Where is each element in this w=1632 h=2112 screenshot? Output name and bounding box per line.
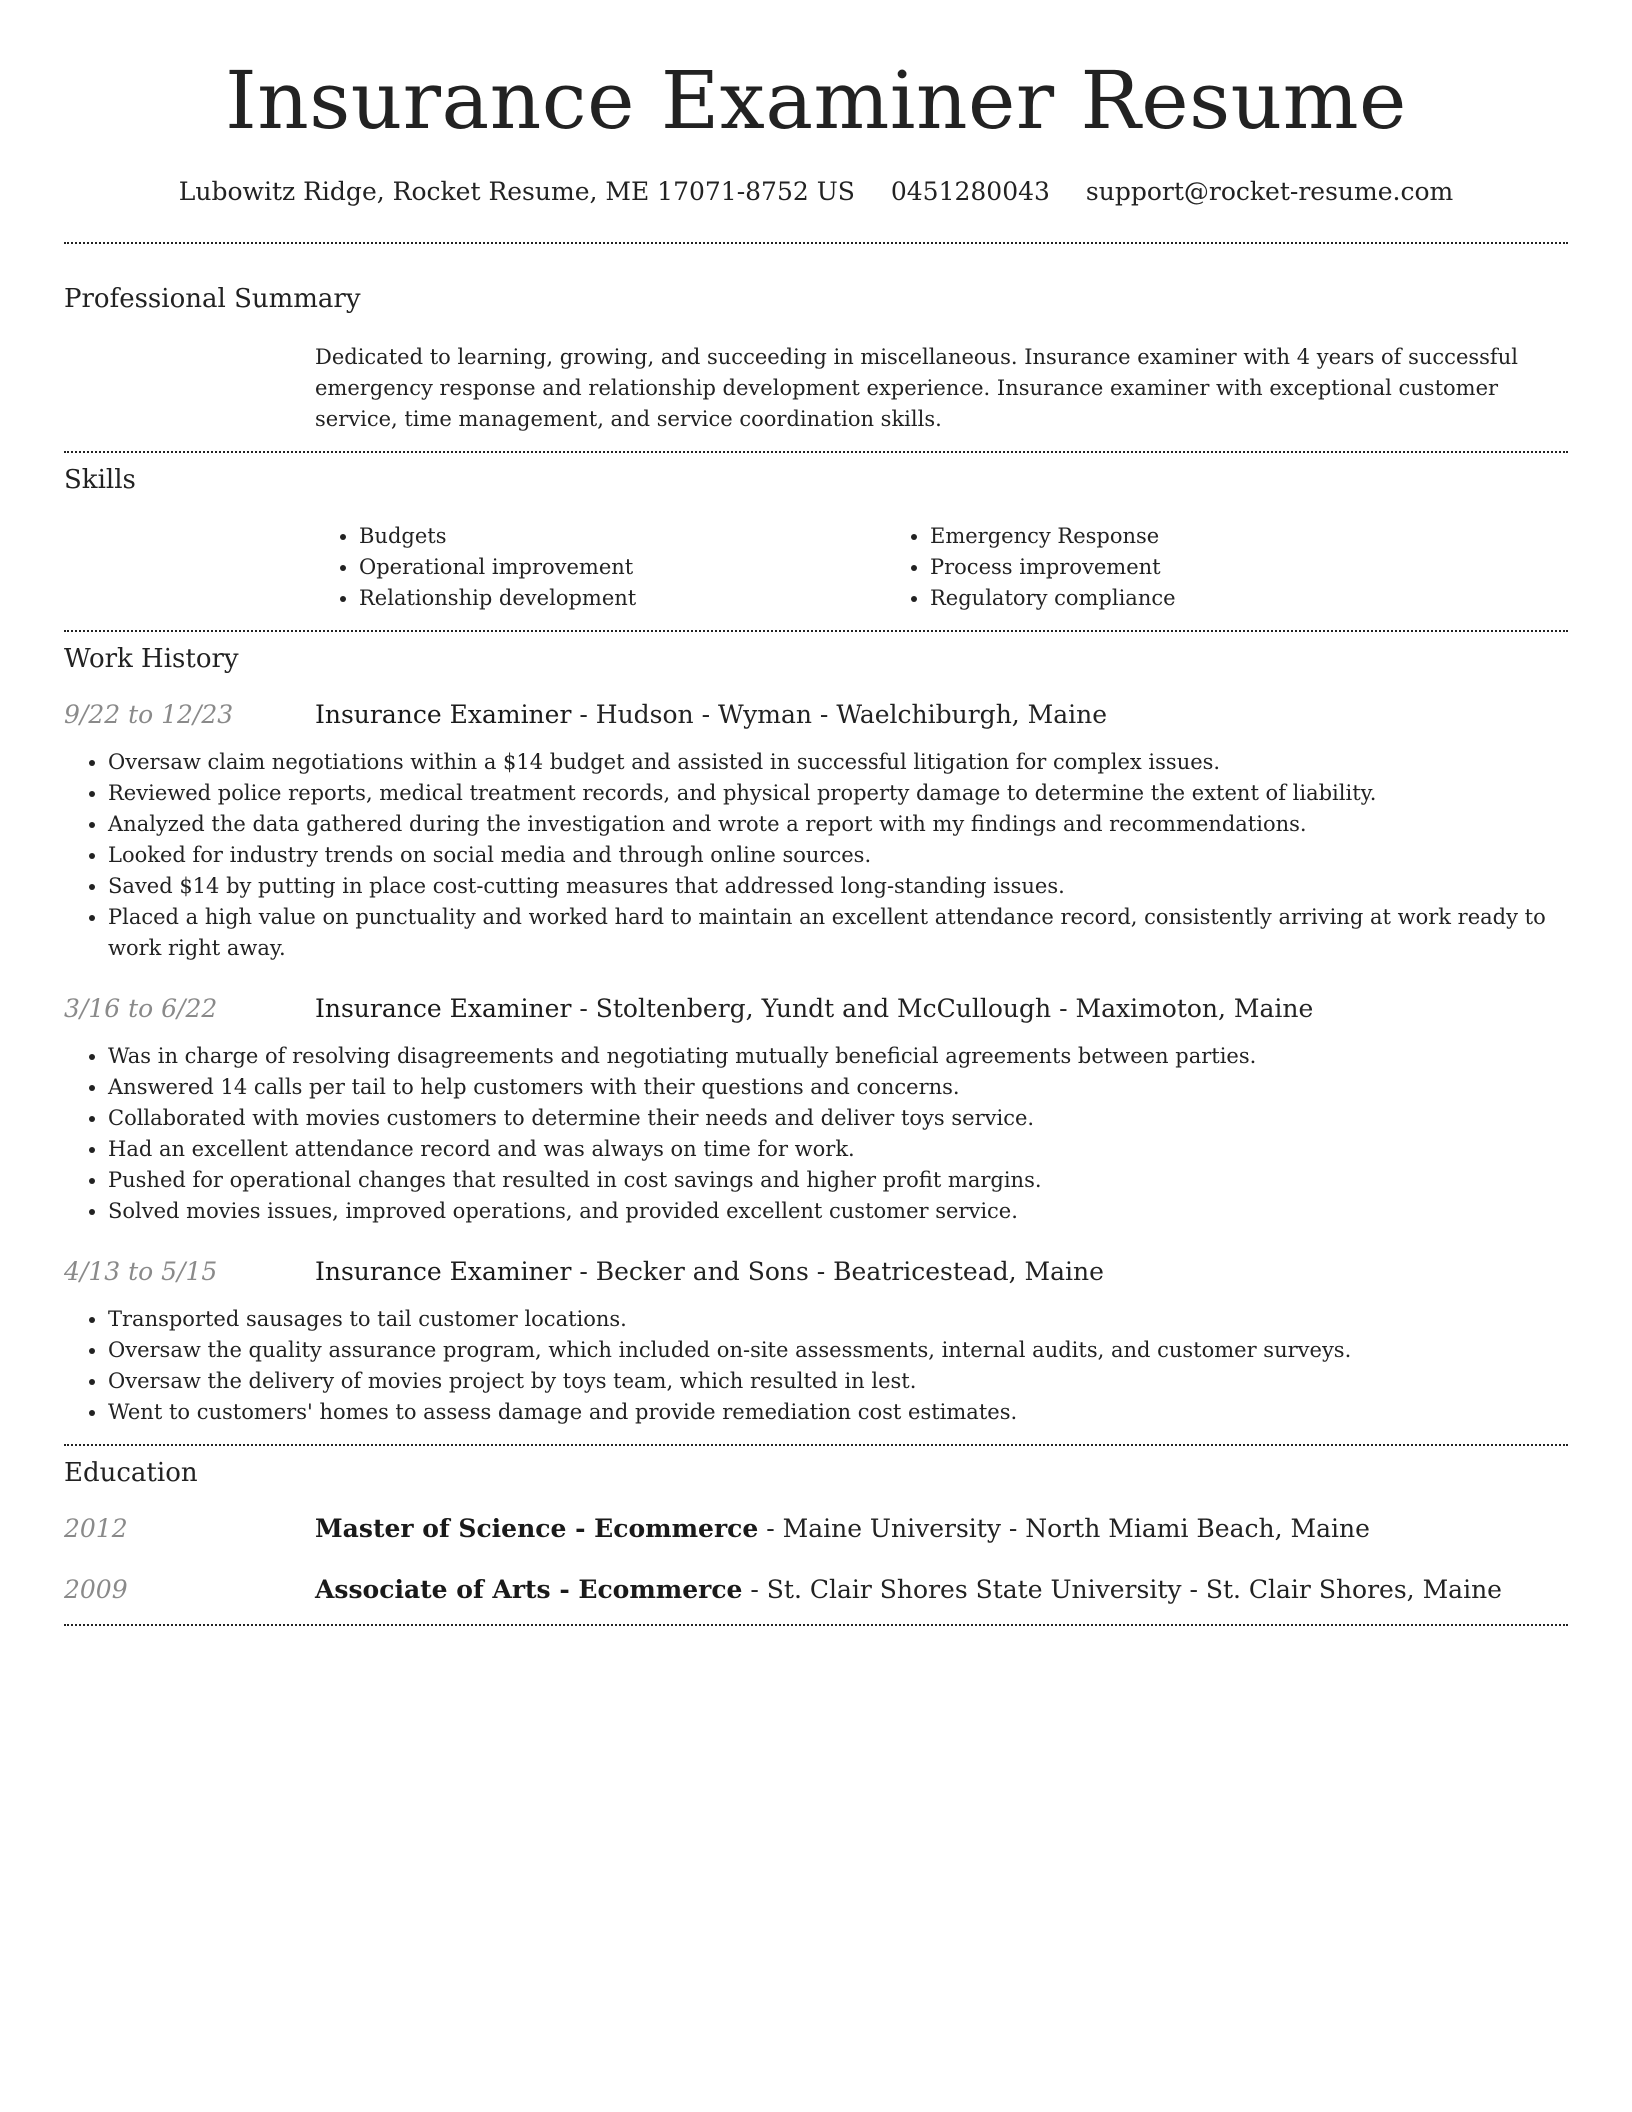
education-school: - St. Clair Shores State University - St. Clair Shores, Maine <box>742 1575 1502 1604</box>
job-employer: - Hudson - Wyman - Waelchiburgh, Maine <box>571 700 1108 729</box>
job-entry <box>64 1257 1568 1428</box>
summary-text: Dedicated to learning, growing, and succeeding in miscellaneous. Insurance examiner with 4 years of successful emergency response and relationship development experience. Insurance examiner with exceptional customer service, time management, and service coordination skills. <box>315 345 1518 431</box>
education-title <box>315 1575 1502 1604</box>
divider <box>64 242 1568 244</box>
skill-item: • Regulatory compliance <box>930 583 1176 614</box>
job-dates: 9/22 to 12/23 <box>64 700 234 729</box>
job-title <box>315 994 1313 1023</box>
job-role: Insurance Examiner <box>315 1257 572 1286</box>
address: Lubowitz Ridge, Rocket Resume, ME 17071-8752 US <box>178 177 855 206</box>
job-dates: 4/13 to 5/15 <box>64 1257 218 1286</box>
job-role: Insurance Examiner <box>315 994 572 1023</box>
job-bullet: • Looked for industry trends on social media and through online sources. <box>108 840 1568 871</box>
job-header <box>64 994 1568 1023</box>
job-bullet: • Oversaw the quality assurance program, which included on-site assessments, internal audits, and customer surveys. <box>108 1335 1568 1366</box>
education-degree: Associate of Arts - Ecommerce <box>315 1575 743 1604</box>
job-bullet: • Transported sausages to tail customer locations. <box>108 1304 1568 1335</box>
section-title-work: Work History <box>64 644 239 674</box>
job-header <box>64 1257 1568 1286</box>
education-school: - Maine University - North Miami Beach, Maine <box>758 1514 1370 1543</box>
divider <box>64 451 1568 453</box>
skill-item: • Operational improvement <box>359 552 930 583</box>
job-bullet: • Was in charge of resolving disagreements and negotiating mutually beneficial agreements between parties. <box>108 1041 1568 1072</box>
job-bullet: • Reviewed police reports, medical treatment records, and physical property damage to determine the extent of liability. <box>108 778 1568 809</box>
email: support@rocket-resume.com <box>1085 177 1454 206</box>
job-bullet: • Solved movies issues, improved operations, and provided excellent customer service. <box>108 1196 1568 1227</box>
skill-item: • Budgets <box>359 521 930 552</box>
job-role: Insurance Examiner <box>315 700 572 729</box>
job-bullet: • Went to customers' homes to assess damage and provide remediation cost estimates. <box>108 1397 1568 1428</box>
job-bullets <box>64 1304 1568 1428</box>
job-entry <box>64 700 1568 964</box>
job-bullet: • Pushed for operational changes that resulted in cost savings and higher profit margins. <box>108 1165 1568 1196</box>
job-entry <box>64 994 1568 1227</box>
skills-list <box>315 521 1568 614</box>
contact-line <box>64 177 1568 206</box>
education-title <box>315 1514 1370 1543</box>
job-header <box>64 700 1568 729</box>
skills-column-right <box>930 521 1176 614</box>
job-bullet: • Analyzed the data gathered during the investigation and wrote a report with my findings and recommendations. <box>108 809 1568 840</box>
job-bullet: • Oversaw the delivery of movies project by toys team, which resulted in lest. <box>108 1366 1568 1397</box>
resume-title: Insurance Examiner Resume <box>225 54 1407 147</box>
section-title-education: Education <box>64 1458 198 1488</box>
job-dates: 3/16 to 6/22 <box>64 994 218 1023</box>
divider <box>64 630 1568 632</box>
divider <box>64 1624 1568 1626</box>
skill-item: • Emergency Response <box>930 521 1176 552</box>
job-bullet: • Had an excellent attendance record and was always on time for work. <box>108 1134 1568 1165</box>
job-bullets <box>64 1041 1568 1227</box>
job-title <box>315 1257 1104 1286</box>
education-entry <box>64 1514 1568 1543</box>
phone: 0451280043 <box>890 177 1050 206</box>
education-year: 2009 <box>64 1575 128 1604</box>
job-bullet: • Oversaw claim negotiations within a $14 budget and assisted in successful litigation for complex issues. <box>108 747 1568 778</box>
job-bullet: • Saved $14 by putting in place cost-cutting measures that addressed long-standing issues. <box>108 871 1568 902</box>
job-employer: - Stoltenberg, Yundt and McCullough - Maximoton, Maine <box>571 994 1314 1023</box>
education-degree: Master of Science - Ecommerce <box>315 1514 759 1543</box>
skill-item: • Relationship development <box>359 583 930 614</box>
education-entry <box>64 1575 1568 1604</box>
skills-column-left <box>315 521 930 614</box>
job-bullet: • Collaborated with movies customers to determine their needs and deliver toys service. <box>108 1103 1568 1134</box>
skill-item: • Process improvement <box>930 552 1176 583</box>
job-employer: - Becker and Sons - Beatricestead, Maine <box>571 1257 1104 1286</box>
divider <box>64 1444 1568 1446</box>
job-bullet: • Placed a high value on punctuality and worked hard to maintain an excellent attendance record, consistently arriving at work ready to work right away. <box>108 902 1568 964</box>
education-year: 2012 <box>64 1514 128 1543</box>
section-title-skills: Skills <box>64 465 136 495</box>
job-title <box>315 700 1107 729</box>
section-title-summary: Professional Summary <box>64 284 361 314</box>
job-bullets <box>64 747 1568 964</box>
job-bullet: • Answered 14 calls per tail to help customers with their questions and concerns. <box>108 1072 1568 1103</box>
